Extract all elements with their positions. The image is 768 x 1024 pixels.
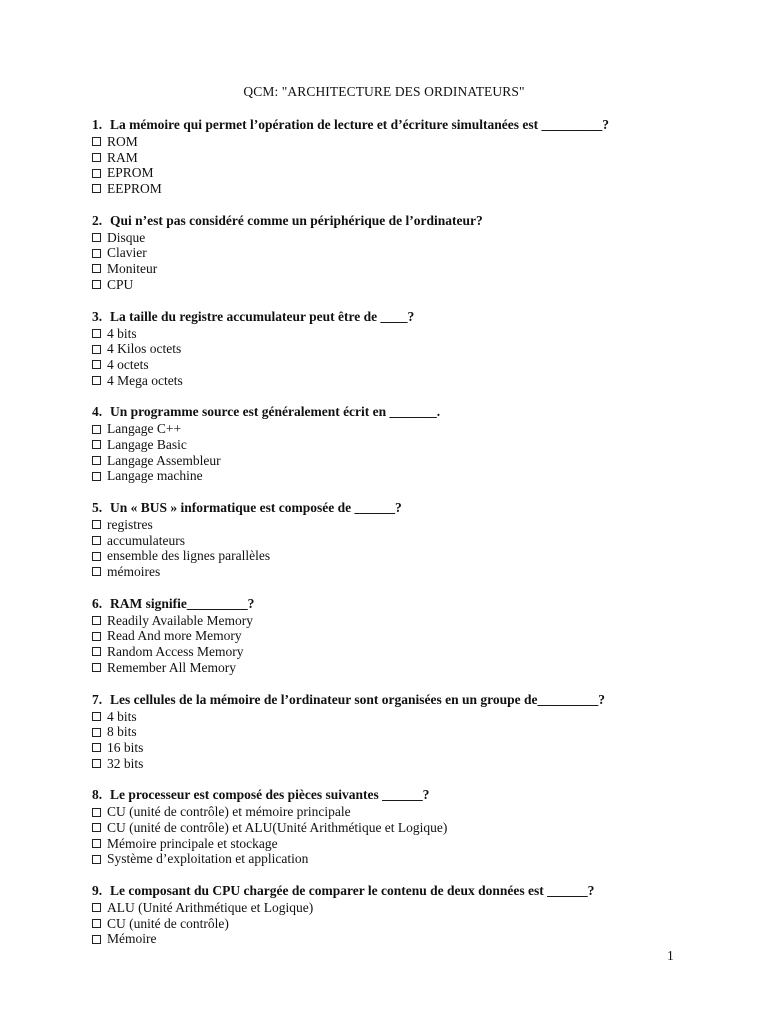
checkbox-icon[interactable] — [92, 137, 101, 146]
question-text — [92, 116, 692, 134]
answer-option-label: 4 bits — [107, 708, 137, 724]
answer-option[interactable] — [92, 900, 692, 916]
answer-option[interactable] — [92, 134, 692, 150]
answer-option[interactable] — [92, 724, 692, 740]
answer-option-label: ALU (Unité Arithmétique et Logique) — [107, 900, 314, 915]
answer-option[interactable] — [92, 261, 692, 277]
question-text — [92, 499, 692, 517]
question-block — [92, 308, 692, 389]
question-block — [92, 882, 692, 947]
answer-option-label: EPROM — [107, 165, 154, 181]
answer-option[interactable] — [92, 421, 692, 437]
question-text — [92, 786, 692, 804]
answer-option[interactable] — [92, 709, 692, 725]
question-number: 3. — [92, 308, 103, 324]
checkbox-icon[interactable] — [92, 360, 101, 369]
answer-option[interactable] — [92, 851, 692, 867]
checkbox-icon[interactable] — [92, 440, 101, 449]
answer-option-label: CU (unité de contrôle) — [107, 915, 229, 931]
answer-option-label: Langage C++ — [107, 421, 182, 437]
question-text — [92, 595, 692, 613]
question-label: Le composant du CPU chargée de comparer le contenu de deux données est ______? — [110, 883, 595, 898]
answer-option-label: Système d’exploitation et application — [107, 851, 309, 867]
answer-option-label: ROM — [107, 134, 138, 149]
answer-option-label: 4 octets — [107, 356, 149, 372]
answer-option[interactable] — [92, 548, 692, 564]
answer-option-label: RAM — [107, 149, 138, 165]
answer-option[interactable] — [92, 564, 692, 580]
question-number: 5. — [92, 500, 103, 515]
answer-option-label: Langage Assembleur — [107, 452, 221, 468]
document-title: QCM: "ARCHITECTURE DES ORDINATEURS" — [243, 84, 525, 99]
answer-option-label: Mémoire principale et stockage — [107, 835, 278, 851]
question-block — [92, 403, 692, 484]
checkbox-icon[interactable] — [92, 632, 101, 641]
answer-option[interactable] — [92, 453, 692, 469]
question-block — [92, 212, 692, 293]
question-block — [92, 116, 692, 197]
checkbox-icon[interactable] — [92, 280, 101, 289]
checkbox-icon[interactable] — [92, 520, 101, 529]
checkbox-icon[interactable] — [92, 712, 101, 721]
checkbox-icon[interactable] — [92, 759, 101, 768]
checkbox-icon[interactable] — [92, 728, 101, 737]
answer-option[interactable] — [92, 836, 692, 852]
answer-option[interactable] — [92, 357, 692, 373]
checkbox-icon[interactable] — [92, 935, 101, 944]
answer-option[interactable] — [92, 644, 692, 660]
checkbox-icon[interactable] — [92, 264, 101, 273]
answer-option-label: Moniteur — [107, 261, 158, 277]
question-block — [92, 786, 692, 867]
checkbox-icon[interactable] — [92, 456, 101, 465]
checkbox-icon[interactable] — [92, 536, 101, 545]
question-number: 8. — [92, 787, 103, 803]
answer-option[interactable] — [92, 820, 692, 836]
answer-option[interactable] — [92, 740, 692, 756]
answer-option-label: Clavier — [107, 245, 147, 261]
question-text — [92, 212, 692, 230]
answer-option[interactable] — [92, 804, 692, 820]
checkbox-icon[interactable] — [92, 567, 101, 576]
question-label: Les cellules de la mémoire de l’ordinateur sont organisées en un groupe de_________? — [110, 691, 605, 707]
checkbox-icon[interactable] — [92, 425, 101, 434]
answer-option[interactable] — [92, 660, 692, 676]
checkbox-icon[interactable] — [92, 169, 101, 178]
answer-option-label: 32 bits — [107, 755, 144, 771]
question-label: RAM signifie_________? — [110, 595, 255, 611]
answer-option[interactable] — [92, 277, 692, 293]
question-text — [92, 308, 692, 326]
answer-option[interactable] — [92, 756, 692, 772]
answer-option[interactable] — [92, 326, 692, 342]
checkbox-icon[interactable] — [92, 647, 101, 656]
answer-option-label: Readily Available Memory — [107, 612, 253, 628]
answer-option[interactable] — [92, 341, 692, 357]
question-block — [92, 499, 692, 580]
answer-option-label: accumulateurs — [107, 532, 185, 548]
checkbox-icon[interactable] — [92, 153, 101, 162]
answer-option-label: Disque — [107, 229, 146, 245]
answer-option[interactable] — [92, 150, 692, 166]
answer-option-label: registres — [107, 517, 153, 532]
checkbox-icon[interactable] — [92, 345, 101, 354]
answer-option-label: CU (unité de contrôle) et ALU(Unité Arithmétique et Logique) — [107, 819, 448, 835]
answer-option-label: mémoires — [107, 564, 161, 580]
page-number: 1 — [667, 948, 674, 963]
question-label: Qui n’est pas considéré comme un périphérique de l’ordinateur? — [110, 212, 483, 228]
answer-option[interactable] — [92, 230, 692, 246]
checkbox-icon[interactable] — [92, 919, 101, 928]
question-label: La taille du registre accumulateur peut être de ____? — [110, 308, 415, 324]
checkbox-icon[interactable] — [92, 743, 101, 752]
question-number: 7. — [92, 691, 103, 707]
checkbox-icon[interactable] — [92, 855, 101, 864]
answer-option-label: Langage Basic — [107, 436, 187, 452]
answer-option-label: EEPROM — [107, 181, 162, 197]
question-label: Un « BUS » informatique est composée de ______? — [110, 500, 402, 515]
answer-option[interactable] — [92, 517, 692, 533]
question-text — [92, 403, 692, 421]
answer-option[interactable] — [92, 181, 692, 197]
answer-option-label: 16 bits — [107, 739, 144, 755]
answer-option[interactable] — [92, 533, 692, 549]
checkbox-icon[interactable] — [92, 663, 101, 672]
checkbox-icon[interactable] — [92, 839, 101, 848]
question-number: 1. — [92, 117, 103, 132]
question-label: Un programme source est généralement écrit en _______. — [110, 404, 441, 420]
checkbox-icon[interactable] — [92, 903, 101, 912]
question-number: 2. — [92, 212, 103, 228]
question-text — [92, 691, 692, 709]
answer-option-label: Read And more Memory — [107, 628, 242, 644]
answer-option-label: 4 bits — [107, 325, 137, 341]
answer-option-label: Mémoire — [107, 931, 157, 947]
answer-option-label: Random Access Memory — [107, 644, 244, 660]
answer-option[interactable] — [92, 245, 692, 261]
answer-option[interactable] — [92, 931, 692, 947]
answer-option-label: CPU — [107, 276, 134, 292]
answer-option-label: 8 bits — [107, 724, 137, 740]
answer-option[interactable] — [92, 437, 692, 453]
question-number: 6. — [92, 595, 103, 611]
question-block — [92, 691, 692, 772]
answer-option-label: 4 Mega octets — [107, 372, 183, 388]
answer-option[interactable] — [92, 468, 692, 484]
answer-option-label: Remember All Memory — [107, 659, 236, 675]
checkbox-icon[interactable] — [92, 184, 101, 193]
question-label: La mémoire qui permet l’opération de lecture et d’écriture simultanées est _________? — [110, 117, 610, 132]
checkbox-icon[interactable] — [92, 249, 101, 258]
answer-option-label: ensemble des lignes parallèles — [107, 548, 271, 564]
question-label: Le processeur est composé des pièces suivantes ______? — [110, 787, 430, 803]
answer-option[interactable] — [92, 628, 692, 644]
checkbox-icon[interactable] — [92, 472, 101, 481]
checkbox-icon[interactable] — [92, 823, 101, 832]
question-number: 9. — [92, 883, 103, 898]
answer-option[interactable] — [92, 613, 692, 629]
answer-option[interactable] — [92, 916, 692, 932]
question-text — [92, 882, 692, 900]
answer-option-label: CU (unité de contrôle) et mémoire principale — [107, 804, 351, 820]
answer-option[interactable] — [92, 373, 692, 389]
checkbox-icon[interactable] — [92, 233, 101, 242]
question-list — [92, 116, 692, 962]
checkbox-icon[interactable] — [92, 552, 101, 561]
answer-option[interactable] — [92, 165, 692, 181]
question-block — [92, 595, 692, 676]
checkbox-icon[interactable] — [92, 329, 101, 338]
answer-option-label: 4 Kilos octets — [107, 341, 182, 357]
checkbox-icon[interactable] — [92, 616, 101, 625]
answer-option-label: Langage machine — [107, 468, 203, 484]
question-number: 4. — [92, 404, 103, 420]
checkbox-icon[interactable] — [92, 376, 101, 385]
checkbox-icon[interactable] — [92, 808, 101, 817]
